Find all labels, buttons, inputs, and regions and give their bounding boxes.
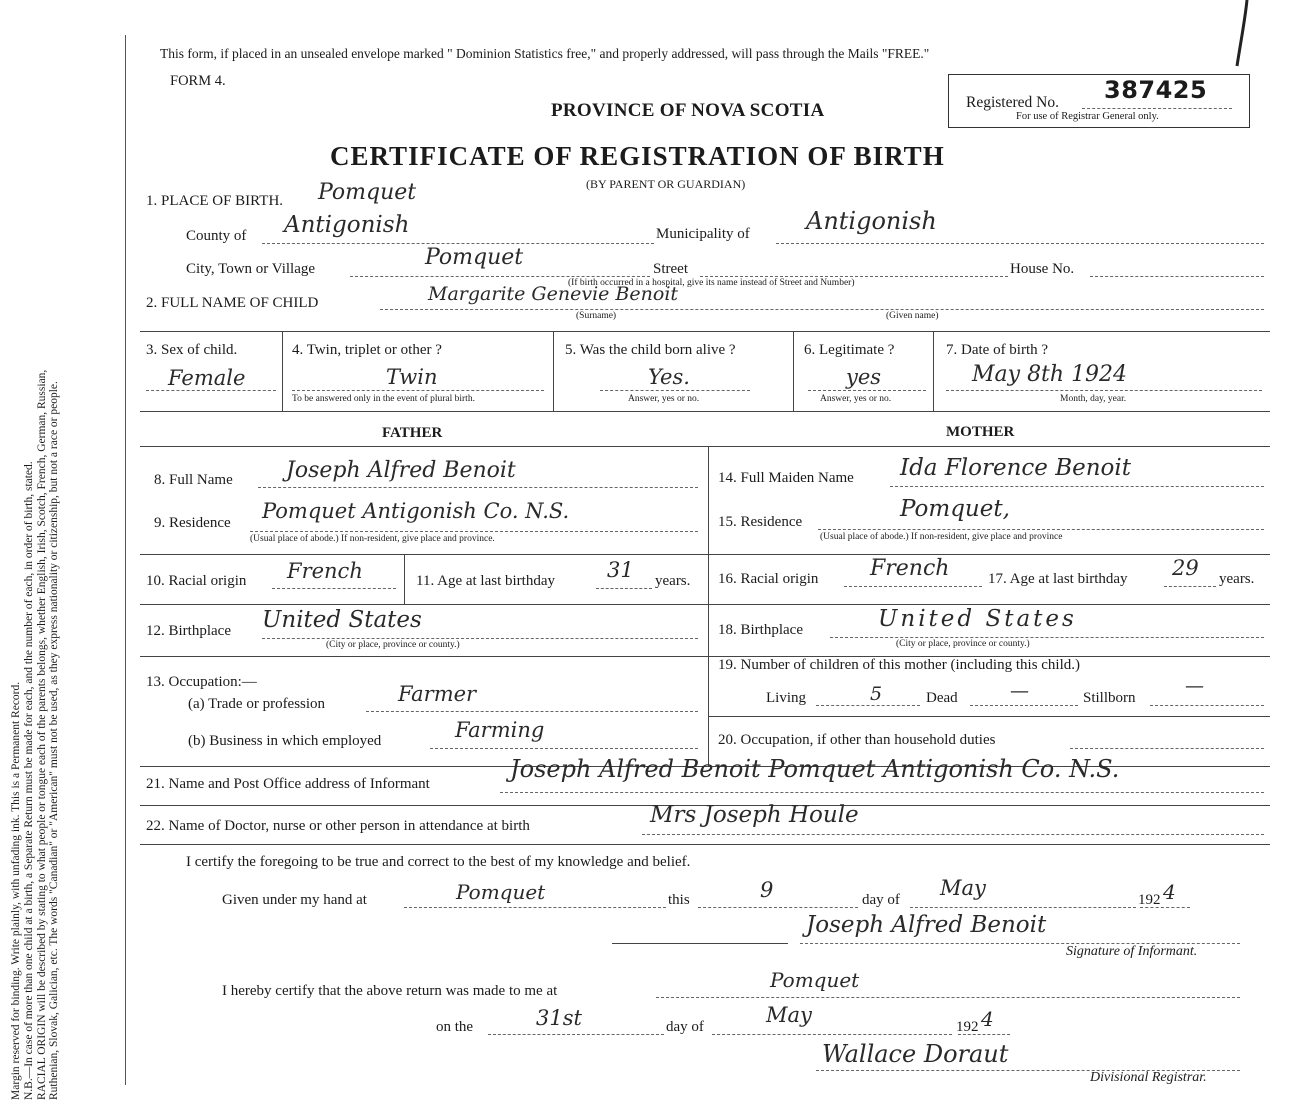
twin-label: 4. Twin, triplet or other ?	[292, 342, 442, 358]
registrar-day-of-label: day of	[666, 1019, 704, 1035]
date-of-birth-note: Month, day, year.	[1060, 394, 1127, 404]
mother-age-value: 29	[1172, 556, 1199, 580]
mother-occupation-label: 20. Occupation, if other than household duties	[718, 732, 996, 748]
father-heading: FATHER	[382, 425, 443, 441]
street-label: Street	[653, 261, 688, 277]
living-label: Living	[766, 690, 806, 706]
father-age-label: 11. Age at last birthday	[416, 573, 555, 589]
legitimate-value: yes	[846, 365, 882, 389]
municipality-label: Municipality of	[656, 226, 750, 242]
registrar-statement: I hereby certify that the above return was made to me at	[222, 983, 558, 999]
father-residence-value: Pomquet Antigonish Co. N.S.	[262, 499, 570, 523]
county-label: County of	[186, 228, 247, 244]
trade-label: (a) Trade or profession	[188, 696, 326, 712]
registered-note: For use of Registrar General only.	[1016, 111, 1159, 122]
father-residence-label: 9. Residence	[154, 515, 231, 531]
sex-value: Female	[168, 366, 246, 390]
certify-day-of-label: day of	[862, 892, 900, 908]
binding-margin-line	[125, 35, 126, 1085]
this-label: this	[668, 892, 690, 908]
house-number-label: House No.	[1010, 261, 1075, 277]
informant-value: Joseph Alfred Benoit Pomquet Antigonish Co. N.S.	[510, 755, 1120, 783]
father-race-value: French	[287, 559, 363, 583]
legitimate-note: Answer, yes or no.	[820, 394, 892, 404]
mother-residence-value: Pomquet,	[900, 496, 1010, 522]
mother-birthplace-label: 18. Birthplace	[718, 622, 803, 638]
father-birthplace-value: United States	[262, 607, 422, 633]
legitimate-label: 6. Legitimate ?	[804, 342, 895, 358]
certificate-title: CERTIFICATE OF REGISTRATION OF BIRTH	[330, 141, 945, 171]
sex-label: 3. Sex of child.	[146, 342, 238, 358]
registrar-on-the-label: on the	[436, 1019, 474, 1035]
registrar-month-value: May	[766, 1003, 812, 1027]
registrar-year-prefix: 192	[956, 1019, 979, 1035]
hospital-note: (If birth occurred in a hospital, give its name instead of Street and Number)	[568, 278, 855, 288]
surname-note: (Surname)	[576, 311, 617, 321]
doctor-label: 22. Name of Doctor, nurse or other person in attendance at birth	[146, 818, 530, 834]
margin-line-1: Margin reserved for binding. Write plainly, with unfading ink. This is a Permanent Record.	[10, 681, 22, 1100]
municipality-value: Antigonish	[806, 207, 937, 235]
date-of-birth-value: May 8th 1924	[972, 362, 1128, 387]
mother-residence-note: (Usual place of abode.) If non-resident, give place and province	[820, 532, 1063, 542]
father-race-label: 10. Racial origin	[146, 573, 247, 589]
father-name-label: 8. Full Name	[154, 472, 233, 488]
registrar-signature-label: Divisional Registrar.	[1090, 1070, 1207, 1085]
stillborn-label: Stillborn	[1083, 690, 1136, 706]
certify-year-suffix: 4	[1163, 880, 1176, 904]
given-under-label: Given under my hand at	[222, 892, 367, 908]
certificate-subtitle: (BY PARENT OR GUARDIAN)	[586, 177, 746, 191]
father-birthplace-note: (City or place, province or county.)	[326, 640, 460, 650]
informant-signature-label: Signature of Informant.	[1066, 944, 1198, 959]
mother-birthplace-value: United States	[878, 606, 1077, 632]
registrar-day-value: 31st	[536, 1006, 582, 1030]
dead-label: Dead	[926, 690, 958, 706]
margin-line-2: N.B.—In case of more than one child at a birth, a Separate Return must be made for each, and the number of each, in order of birth, stated.	[22, 461, 35, 1100]
born-alive-note: Answer, yes or no.	[628, 394, 700, 404]
mail-notice: This form, if placed in an unsealed envelope marked " Dominion Statistics free," and properly addressed, will pass through the Mails "FREE."	[160, 46, 930, 61]
mother-residence-label: 15. Residence	[718, 514, 803, 530]
place-of-birth-label: 1. PLACE OF BIRTH.	[146, 193, 284, 209]
born-alive-label: 5. Was the child born alive ?	[565, 342, 736, 358]
business-label: (b) Business in which employed	[188, 733, 382, 749]
certify-statement: I certify the foregoing to be true and correct to the best of my knowledge and belief.	[186, 854, 691, 870]
stillborn-value: —	[1185, 675, 1204, 697]
place-of-birth-value: Pomquet	[318, 180, 417, 205]
informant-signature: Joseph Alfred Benoit	[806, 912, 1047, 938]
living-value: 5	[870, 683, 883, 705]
date-of-birth-label: 7. Date of birth ?	[946, 342, 1049, 358]
registrar-signature: Wallace Doraut	[822, 1040, 1009, 1068]
province-heading: PROVINCE OF NOVA SCOTIA	[551, 100, 825, 121]
certify-year-prefix: 192	[1138, 892, 1161, 908]
dead-value: —	[1010, 680, 1029, 702]
margin-line-4: Ruthenian, Slovak, Galician, etc. The words "Canadian" or "American" must not be used, as they express nationality or citizenship, but not a race or people.	[48, 381, 61, 1100]
father-name-value: Joseph Alfred Benoit	[286, 458, 516, 483]
registered-label: Registered No.	[966, 94, 1059, 111]
mother-race-value: French	[870, 556, 950, 581]
mother-age-label: 17. Age at last birthday	[988, 571, 1128, 587]
registrar-place-value: Pomquet	[770, 968, 860, 992]
children-count-label: 19. Number of children of this mother (including this child.)	[718, 657, 1081, 673]
city-label: City, Town or Village	[186, 261, 316, 277]
registered-number: 387425	[1104, 76, 1208, 104]
mother-name-value: Ida Florence Benoit	[900, 455, 1131, 481]
born-alive-value: Yes.	[648, 365, 690, 389]
county-value: Antigonish	[284, 212, 410, 238]
father-age-value: 31	[607, 558, 634, 582]
mother-birthplace-note: (City or place, province or county.)	[896, 639, 1030, 649]
child-name-value: Margarite Genevie Benoit	[428, 283, 679, 305]
mother-years-label: years.	[1219, 571, 1255, 587]
father-residence-note: (Usual place of abode.) If non-resident, give place and province.	[250, 534, 495, 544]
mother-race-label: 16. Racial origin	[718, 571, 819, 587]
father-years-label: years.	[655, 573, 691, 589]
twin-value: Twin	[386, 365, 438, 389]
business-value: Farming	[455, 718, 545, 742]
certify-month-value: May	[940, 876, 986, 900]
city-value: Pomquet	[425, 245, 524, 270]
mother-name-label: 14. Full Maiden Name	[718, 470, 854, 486]
mother-heading: MOTHER	[946, 424, 1015, 440]
margin-line-3: RACIAL ORIGIN will be described by stating to what people or tongue each of the parents belongs, whether English, Irish, Scotch, French, German, Russian,	[35, 369, 48, 1100]
given-name-note: (Given name)	[886, 311, 939, 321]
margin-instructions	[10, 370, 61, 1100]
child-name-label: 2. FULL NAME OF CHILD	[146, 295, 319, 311]
father-occupation-label: 13. Occupation:—	[146, 674, 257, 690]
given-place-value: Pomquet	[456, 880, 546, 904]
informant-label: 21. Name and Post Office address of Informant	[146, 776, 430, 792]
trade-value: Farmer	[398, 682, 477, 706]
certify-day-value: 9	[760, 878, 774, 902]
father-birthplace-label: 12. Birthplace	[146, 623, 231, 639]
registrar-year-suffix: 4	[981, 1007, 994, 1031]
pen-stroke-mark	[1225, 0, 1265, 70]
doctor-value: Mrs Joseph Houle	[650, 802, 859, 828]
form-number: FORM 4.	[170, 73, 226, 89]
twin-note: To be answered only in the event of plural birth.	[292, 394, 475, 404]
